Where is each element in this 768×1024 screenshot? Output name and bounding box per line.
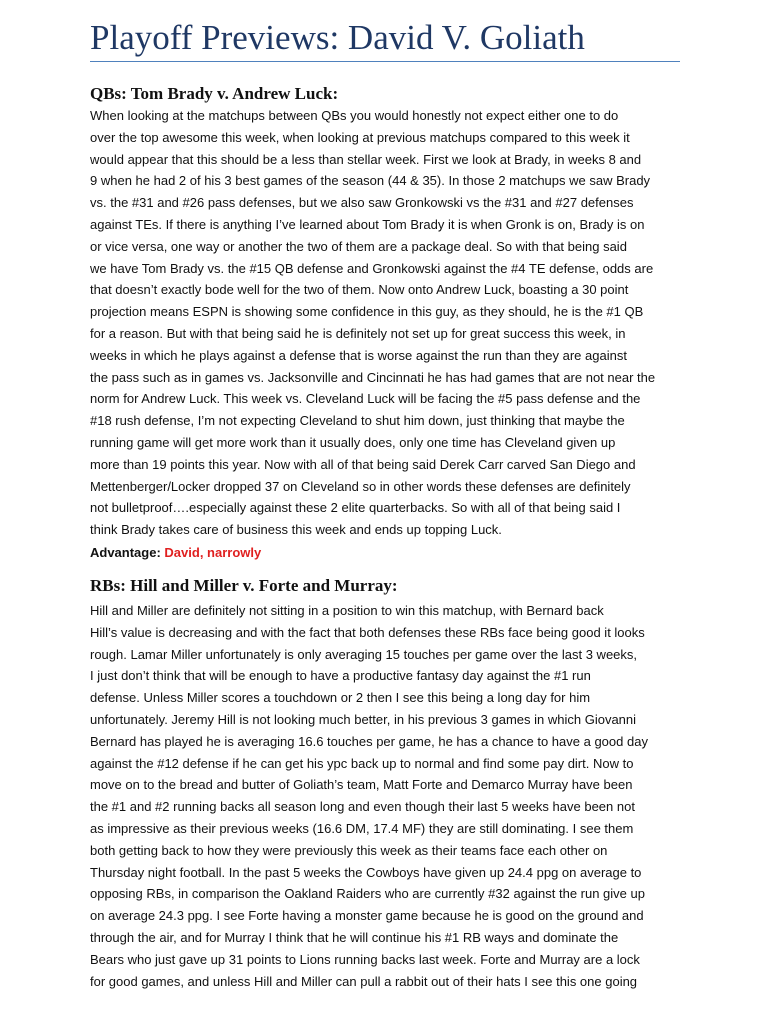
body-line: norm for Andrew Luck. This week vs. Cleveland Luck will be facing the #5 pass defense and the: [90, 391, 641, 407]
body-line: Bears who just gave up 31 points to Lions running backs last week. Forte and Murray are a lock: [90, 951, 640, 967]
body-line: over the top awesome this week, when looking at previous matchups compared to this week it: [90, 129, 630, 145]
body-line: #18 rush defense, I’m not expecting Cleveland to shut him down, just thinking that maybe the: [90, 413, 625, 429]
body-line: Mettenberger/Locker dropped 37 on Cleveland so in other words these defenses are definitely: [90, 478, 631, 494]
advantage-line-qbs: [90, 542, 261, 564]
body-line: Bernard has played he is averaging 16.6 touches per game, he has a chance to have a good day: [90, 733, 648, 749]
body-line: for a reason. But with that being said he is definitely not set up for great success this week, in: [90, 325, 626, 341]
advantage-value: David, narrowly: [164, 545, 262, 560]
section-body-rbs: [90, 600, 685, 992]
body-line: I just don’t think that will be enough to have a productive fantasy day against the #1 run: [90, 668, 591, 684]
body-line: on average 24.3 ppg. I see Forte having a monster game because he is good on the ground and: [90, 908, 644, 924]
body-line: as impressive as their previous weeks (16.6 DM, 17.4 MF) they are still dominating. I see them: [90, 820, 634, 836]
body-line: the pass such as in games vs. Jacksonville and Cincinnati he has had games that are not near the: [90, 369, 656, 385]
body-line: opposing RBs, in comparison the Oakland Raiders who are currently #32 against the run give up: [90, 886, 645, 902]
body-line: 9 when he had 2 of his 3 best games of the season (44 & 35). In those 2 matchups we saw Brady: [90, 173, 651, 189]
body-line: move on to the bread and butter of Goliath’s team, Matt Forte and Demarco Murray have been: [90, 777, 633, 793]
document-title: Playoff Previews: David V. Goliath: [90, 18, 585, 57]
body-line: against the #12 defense if he can get his ypc back up to normal and find some pay dirt. Now to: [90, 755, 634, 771]
body-line: we have Tom Brady vs. the #15 QB defense and Gronkowski against the #4 TE defense, odds are: [90, 260, 654, 276]
body-line: both getting back to how they were previously this week as their teams face each other on: [90, 842, 608, 858]
body-line: or vice versa, one way or another the two of them are a package deal. So with that being said: [90, 238, 627, 254]
body-line: for good games, and unless Hill and Miller can pull a rabbit out of their hats I see this one going: [90, 973, 638, 989]
body-line: through the air, and for Murray I think that he will continue his #1 RB ways and dominate the: [90, 929, 619, 945]
section-heading-rbs: RBs: Hill and Miller v. Forte and Murray:: [90, 576, 398, 595]
body-line: rough. Lamar Miller unfortunately is only averaging 15 touches per game over the last 3 weeks,: [90, 646, 638, 662]
body-line: unfortunately. Jeremy Hill is not looking much better, in his previous 3 games in which Giovanni: [90, 711, 637, 727]
body-line: vs. the #31 and #26 pass defenses, but we also saw Gronkowski vs the #31 and #27 defenses: [90, 195, 634, 211]
body-line: defense. Unless Miller scores a touchdown or 2 then I see this being a long day for him: [90, 690, 591, 706]
body-line: that doesn’t exactly bode well for the two of them. Now onto Andrew Luck, boasting a 30 point: [90, 282, 629, 298]
body-line: weeks in which he plays against a defense that is worse against the run than they are against: [90, 347, 627, 363]
body-line: Hill’s value is decreasing and with the fact that both defenses these RBs face being good it looks: [90, 624, 645, 640]
body-line: projection means ESPN is showing some confidence in this guy, as they should, he is the #1 QB: [90, 304, 644, 320]
body-line: more than 19 points this year. Now with all of that being said Derek Carr carved San Diego and: [90, 456, 636, 472]
body-line: Thursday night football. In the past 5 weeks the Cowboys have given up 24.4 ppg on average to: [90, 864, 642, 880]
section-body-qbs: [90, 105, 685, 541]
body-line: would appear that this should be a less than stellar week. First we look at Brady, in weeks 8 and: [90, 151, 642, 167]
body-line: the #1 and #2 running backs all season long and even though their last 5 weeks have been not: [90, 799, 635, 815]
advantage-label: Advantage:: [90, 545, 161, 560]
title-underline: [90, 61, 680, 62]
body-line: against TEs. If there is anything I’ve learned about Tom Brady it is when Gronk is on, Brady is on: [90, 216, 645, 232]
section-heading-qbs: QBs: Tom Brady v. Andrew Luck:: [90, 84, 339, 103]
body-line: When looking at the matchups between QBs you would honestly not expect either one to do: [90, 108, 619, 123]
body-line: think Brady takes care of business this week and ends up topping Luck.: [90, 522, 502, 538]
body-line: running game will get more work than it usually does, only one time has Cleveland given up: [90, 434, 616, 450]
body-line: not bulletproof….especially against these 2 elite quarterbacks. So with all of that being said I: [90, 500, 621, 516]
body-line: Hill and Miller are definitely not sitting in a position to win this matchup, with Bernard back: [90, 603, 604, 618]
